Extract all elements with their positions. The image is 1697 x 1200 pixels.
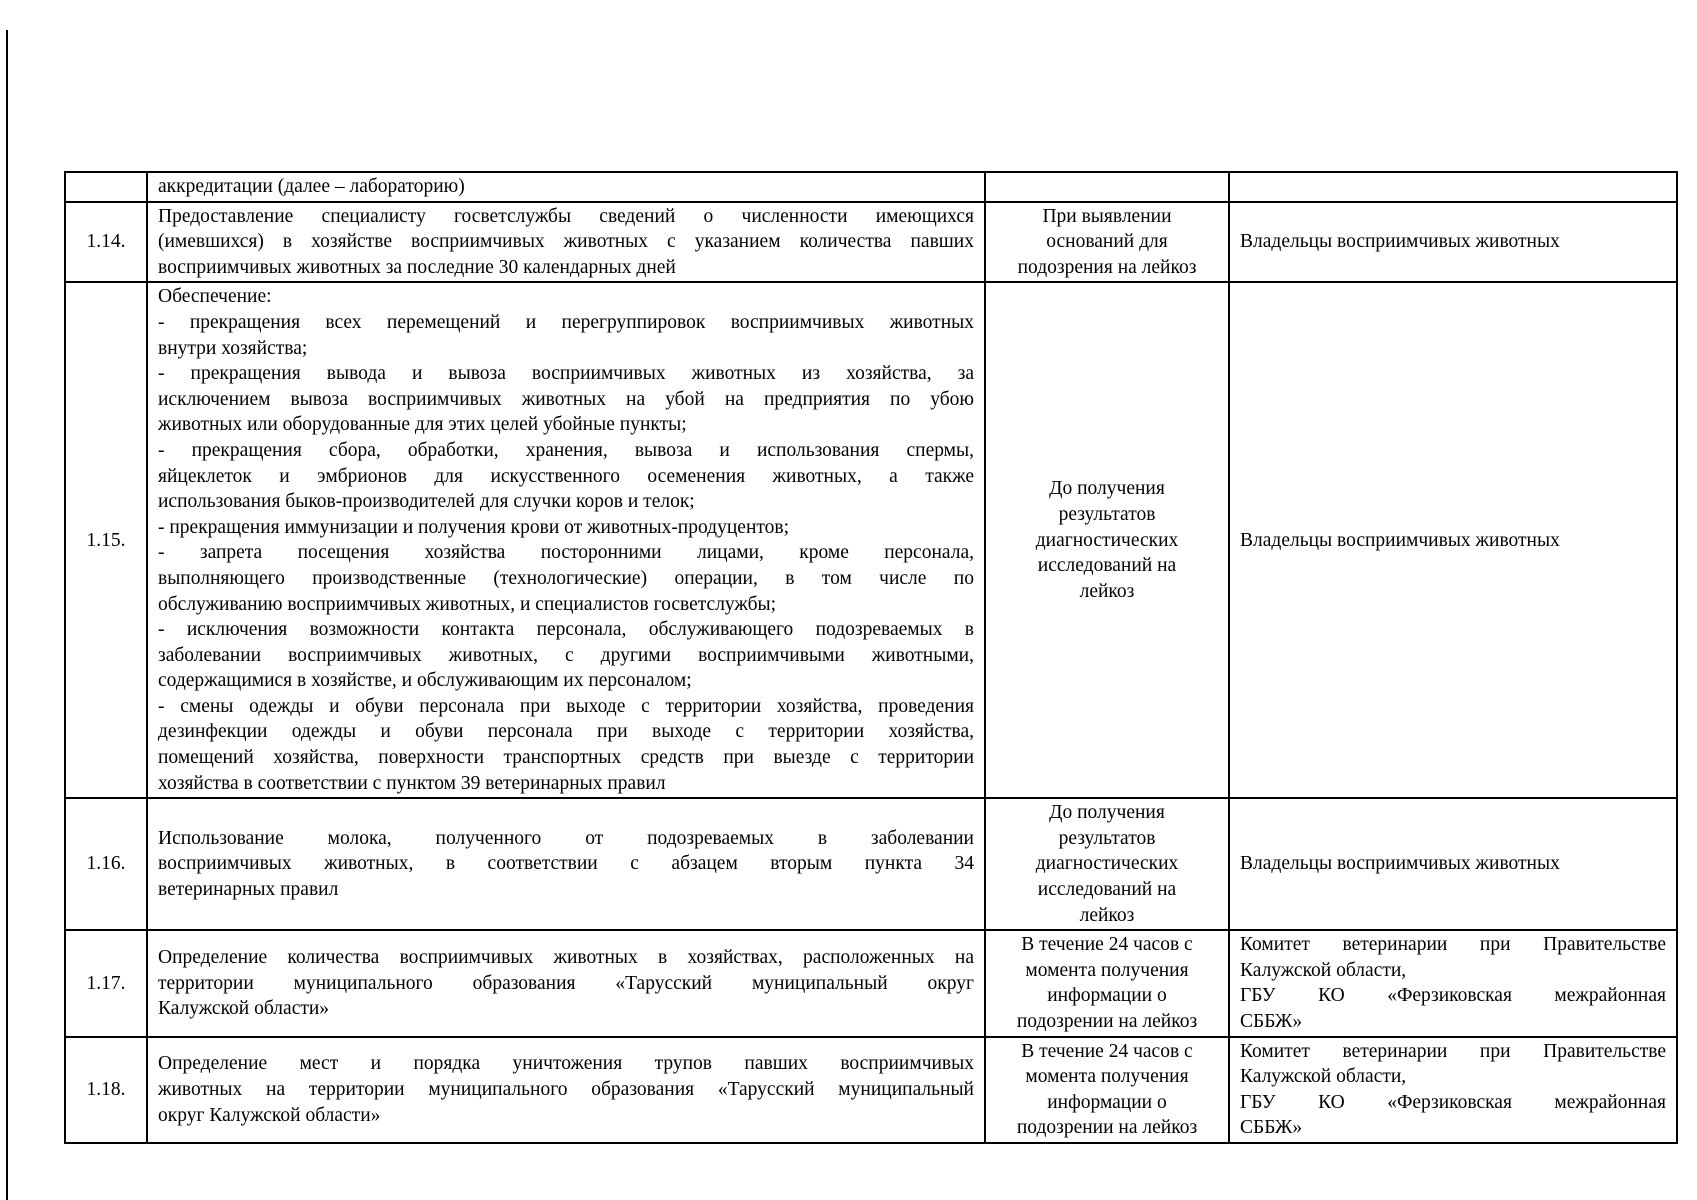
row-description: Использование молока, полученного от подозреваемых в заболевании восприимчивых животных, в соответствии с абзацем вторым пункта 34 ветеринарных правил [147,798,985,930]
table-row [65,1037,1677,1143]
row-description: Предоставление специалисту госветслужбы сведений о численности имеющихся (имевшихся) в хозяйстве восприимчивых животных с указанием количества павших восприимчивых животных за последние 30 календарных дней [147,202,985,283]
row-description: Определение мест и порядка уничтожения трупов павших восприимчивых животных на территории муниципального образования «Тарусский муниципальный округ Калужской области» [147,1037,985,1143]
row-number: 1.18. [65,1037,147,1143]
row-description: Обеспечение: - прекращения всех перемещений и перегруппировок восприимчивых животных внутри хозяйства; - прекращения вывода и вывоза восприимчивых животных из хозяйства, за исключением вывоза восприимчивых животных на убой на предприятия по убою животных или оборудованные для этих целей убойные пункты; - прекращения сбора, обработки, хранения, вывоза и использования спермы, яйцеклеток и эмбрионов для искусственного осеменения животных, а также использования быков-производителей для случки коров и телок; - прекращения иммунизации и получения крови от животных-продуцентов; - запрета посещения хозяйства посторонними лицами, кроме персонала, выполняющего производственные (технологические) операции, в том числе по обслуживанию восприимчивых животных, и специалистов госветслужбы; - исключения возможности контакта персонала, обслуживающего подозреваемых в заболевании восприимчивых животных, с другими восприимчивыми животными, содержащимися в хозяйстве, и обслуживающим их персоналом; - смены одежды и обуви персонала при выходе с территории хозяйства, проведения дезинфекции одежды и обуви персонала при выходе с территории хозяйства, помещений хозяйства, поверхности транспортных средств при выезде с территории хозяйства в соответствии с пунктом 39 ветеринарных правил [147,282,985,798]
table-row [65,172,1677,202]
row-term: При выявлении оснований для подозрения на лейкоз [985,202,1229,283]
table-row [65,202,1677,283]
row-responsible [1229,172,1677,202]
row-number [65,172,147,202]
measures-table [64,171,1678,1144]
row-responsible: Комитет ветеринарии при Правительстве Калужской области, ГБУ КО «Ферзиковская межрайонная СББЖ» [1229,930,1677,1036]
table-row [65,798,1677,930]
row-number: 1.16. [65,798,147,930]
row-responsible: Владельцы восприимчивых животных [1229,282,1677,798]
table-row [65,282,1677,798]
row-term: В течение 24 часов с момента получения информации о подозрении на лейкоз [985,1037,1229,1143]
page-margin-line [6,30,8,1200]
table-row [65,930,1677,1036]
row-responsible: Владельцы восприимчивых животных [1229,202,1677,283]
row-term [985,172,1229,202]
row-term: До получения результатов диагностических исследований на лейкоз [985,282,1229,798]
row-number: 1.17. [65,930,147,1036]
row-responsible: Владельцы восприимчивых животных [1229,798,1677,930]
row-number: 1.14. [65,202,147,283]
row-term: До получения результатов диагностических исследований на лейкоз [985,798,1229,930]
row-description: аккредитации (далее – лабораторию) [147,172,985,202]
row-responsible: Комитет ветеринарии при Правительстве Калужской области, ГБУ КО «Ферзиковская межрайонная СББЖ» [1229,1037,1677,1143]
row-description: Определение количества восприимчивых животных в хозяйствах, расположенных на территории муниципального образования «Тарусский муниципальный округ Калужской области» [147,930,985,1036]
row-number: 1.15. [65,282,147,798]
row-term: В течение 24 часов с момента получения информации о подозрении на лейкоз [985,930,1229,1036]
